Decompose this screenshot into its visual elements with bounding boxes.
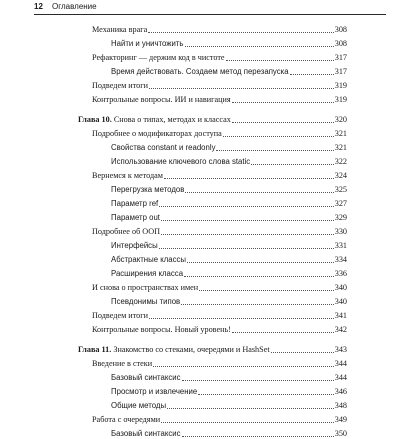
- entry-label: Подробнее о модификаторах доступа: [92, 129, 222, 138]
- dot-leader: [164, 170, 334, 179]
- entry-page-number: 324: [334, 171, 347, 180]
- entry-label: Псевдонимы типов: [111, 297, 181, 306]
- entry-page-number: 343: [334, 345, 347, 354]
- entry-label: Абстрактные классы: [111, 255, 186, 264]
- toc-entry: [92, 94, 347, 105]
- dot-leader: [161, 414, 334, 423]
- dot-leader: [161, 226, 334, 235]
- entry-label: Рефакторинг — держим код в чистоте: [92, 53, 225, 62]
- toc-entry: [92, 310, 347, 321]
- entry-page-number: 317: [334, 67, 347, 76]
- toc-entry: [92, 52, 347, 63]
- entry-page-number: 346: [334, 387, 347, 396]
- entry-page-number: 308: [334, 39, 347, 48]
- dot-leader: [198, 386, 334, 395]
- entry-label: Подведем итоги: [92, 81, 148, 90]
- dot-leader: [159, 198, 333, 207]
- entry-page-number: 342: [334, 325, 347, 334]
- toc-entry: [111, 400, 347, 411]
- entry-label: Найти и уничтожить: [111, 39, 184, 48]
- entry-page-number: 340: [334, 283, 347, 292]
- entry-label: Работа с очередями: [92, 415, 161, 424]
- dot-leader: [185, 184, 333, 193]
- toc-entry: [92, 170, 347, 181]
- dot-leader: [226, 52, 334, 61]
- dot-leader: [232, 324, 334, 333]
- entry-page-number: 321: [334, 143, 347, 152]
- toc-entry: [111, 254, 347, 265]
- entry-page-number: 348: [334, 401, 347, 410]
- entry-page-number: 334: [334, 255, 347, 264]
- entry-label: Контрольные вопросы. ИИ и навигация: [92, 95, 231, 104]
- dot-leader: [185, 38, 334, 47]
- entry-page-number: 327: [334, 199, 347, 208]
- dot-leader: [167, 400, 334, 409]
- dot-leader: [199, 282, 334, 291]
- entry-label: Подведем итоги: [92, 311, 148, 320]
- entry-page-number: 317: [334, 53, 347, 62]
- entry-label: Расширения класса: [111, 269, 184, 278]
- page-number: 12: [34, 2, 43, 11]
- chapter-number: Глава 10.: [78, 115, 112, 124]
- entry-page-number: 350: [334, 429, 347, 438]
- entry-label: Введение в стеки: [92, 359, 153, 368]
- entry-label: Интерфейсы: [111, 241, 158, 250]
- dot-leader: [232, 114, 334, 123]
- toc-entry: [92, 358, 347, 369]
- chapter-number: Глава 11.: [78, 345, 112, 354]
- entry-label: [78, 114, 231, 125]
- toc-entry: [111, 66, 347, 77]
- dot-leader: [184, 268, 334, 277]
- dot-leader: [187, 254, 334, 263]
- entry-label: Перегрузка методов: [111, 185, 185, 194]
- toc-entry: [92, 282, 347, 293]
- toc-entry: [111, 156, 347, 167]
- dot-leader: [153, 358, 334, 367]
- toc-entry: [92, 80, 347, 91]
- entry-label: Просмотр и извлечение: [111, 387, 198, 396]
- chapter-title: Знакомство со стеками, очередями и HashSet: [113, 345, 270, 354]
- dot-leader: [181, 296, 334, 305]
- entry-label: Общие методы: [111, 401, 167, 410]
- entry-page-number: 341: [334, 311, 347, 320]
- entry-page-number: 336: [334, 269, 347, 278]
- toc-entry: [111, 372, 347, 383]
- entry-page-number: 319: [334, 81, 347, 90]
- dot-leader: [216, 142, 333, 151]
- entry-label: Подробнее об ООП: [92, 227, 161, 236]
- dot-leader: [290, 66, 334, 75]
- dot-leader: [251, 156, 334, 165]
- toc-entry: [111, 240, 347, 251]
- dot-leader: [149, 80, 334, 89]
- entry-label: Базовый синтаксис: [111, 373, 181, 382]
- entry-label: Параметр ref: [111, 199, 159, 208]
- entry-page-number: 325: [334, 185, 347, 194]
- entry-label: Механика врага: [92, 25, 148, 34]
- entry-page-number: 344: [334, 373, 347, 382]
- entry-page-number: 331: [334, 241, 347, 250]
- entry-label: Контрольные вопросы. Новый уровень!: [92, 325, 231, 334]
- toc-entry: [111, 212, 347, 223]
- entry-label: Время действовать. Создаем метод перезапуска: [111, 67, 289, 76]
- entry-page-number: 322: [334, 157, 347, 166]
- entry-page-number: 319: [334, 95, 347, 104]
- chapter-title: Снова о типах, методах и классах: [113, 115, 231, 124]
- toc-entry: [111, 142, 347, 153]
- entry-label: Параметр out: [111, 213, 160, 222]
- dot-leader: [223, 128, 334, 137]
- toc-entry: [111, 198, 347, 209]
- entry-page-number: 321: [334, 129, 347, 138]
- toc-entry: [111, 386, 347, 397]
- toc-entry: [111, 184, 347, 195]
- toc-entry: [92, 24, 347, 35]
- toc-entry: [111, 296, 347, 307]
- entry-label: И снова о пространствах имен: [92, 283, 199, 292]
- entry-label: [78, 344, 270, 355]
- entry-page-number: 308: [334, 25, 347, 34]
- dot-leader: [182, 372, 334, 381]
- entry-label: Использование ключевого слова static: [111, 157, 251, 166]
- toc-chapter-entry: [78, 344, 347, 355]
- entry-page-number: 349: [334, 415, 347, 424]
- entry-label: Вернемся к методам: [92, 171, 163, 180]
- dot-leader: [148, 24, 334, 33]
- toc-entry: [92, 128, 347, 139]
- entry-page-number: 340: [334, 297, 347, 306]
- dot-leader: [232, 94, 334, 103]
- dot-leader: [161, 212, 334, 221]
- entry-label: Свойства constant и readonly: [111, 143, 216, 152]
- entry-label: Базовый синтаксис: [111, 429, 181, 438]
- dot-leader: [149, 310, 334, 319]
- toc-chapter-entry: [78, 114, 347, 125]
- entry-page-number: 320: [334, 115, 347, 124]
- toc-entry: [111, 38, 347, 49]
- running-title: Оглавление: [52, 2, 97, 11]
- dot-leader: [271, 344, 334, 353]
- dot-leader: [159, 240, 334, 249]
- toc-entry: [92, 226, 347, 237]
- toc-entry: [92, 324, 347, 335]
- toc-entry: [111, 428, 347, 439]
- entry-page-number: 329: [334, 213, 347, 222]
- entry-page-number: 344: [334, 359, 347, 368]
- dot-leader: [182, 428, 334, 437]
- toc-entry: [111, 268, 347, 279]
- entry-page-number: 330: [334, 227, 347, 236]
